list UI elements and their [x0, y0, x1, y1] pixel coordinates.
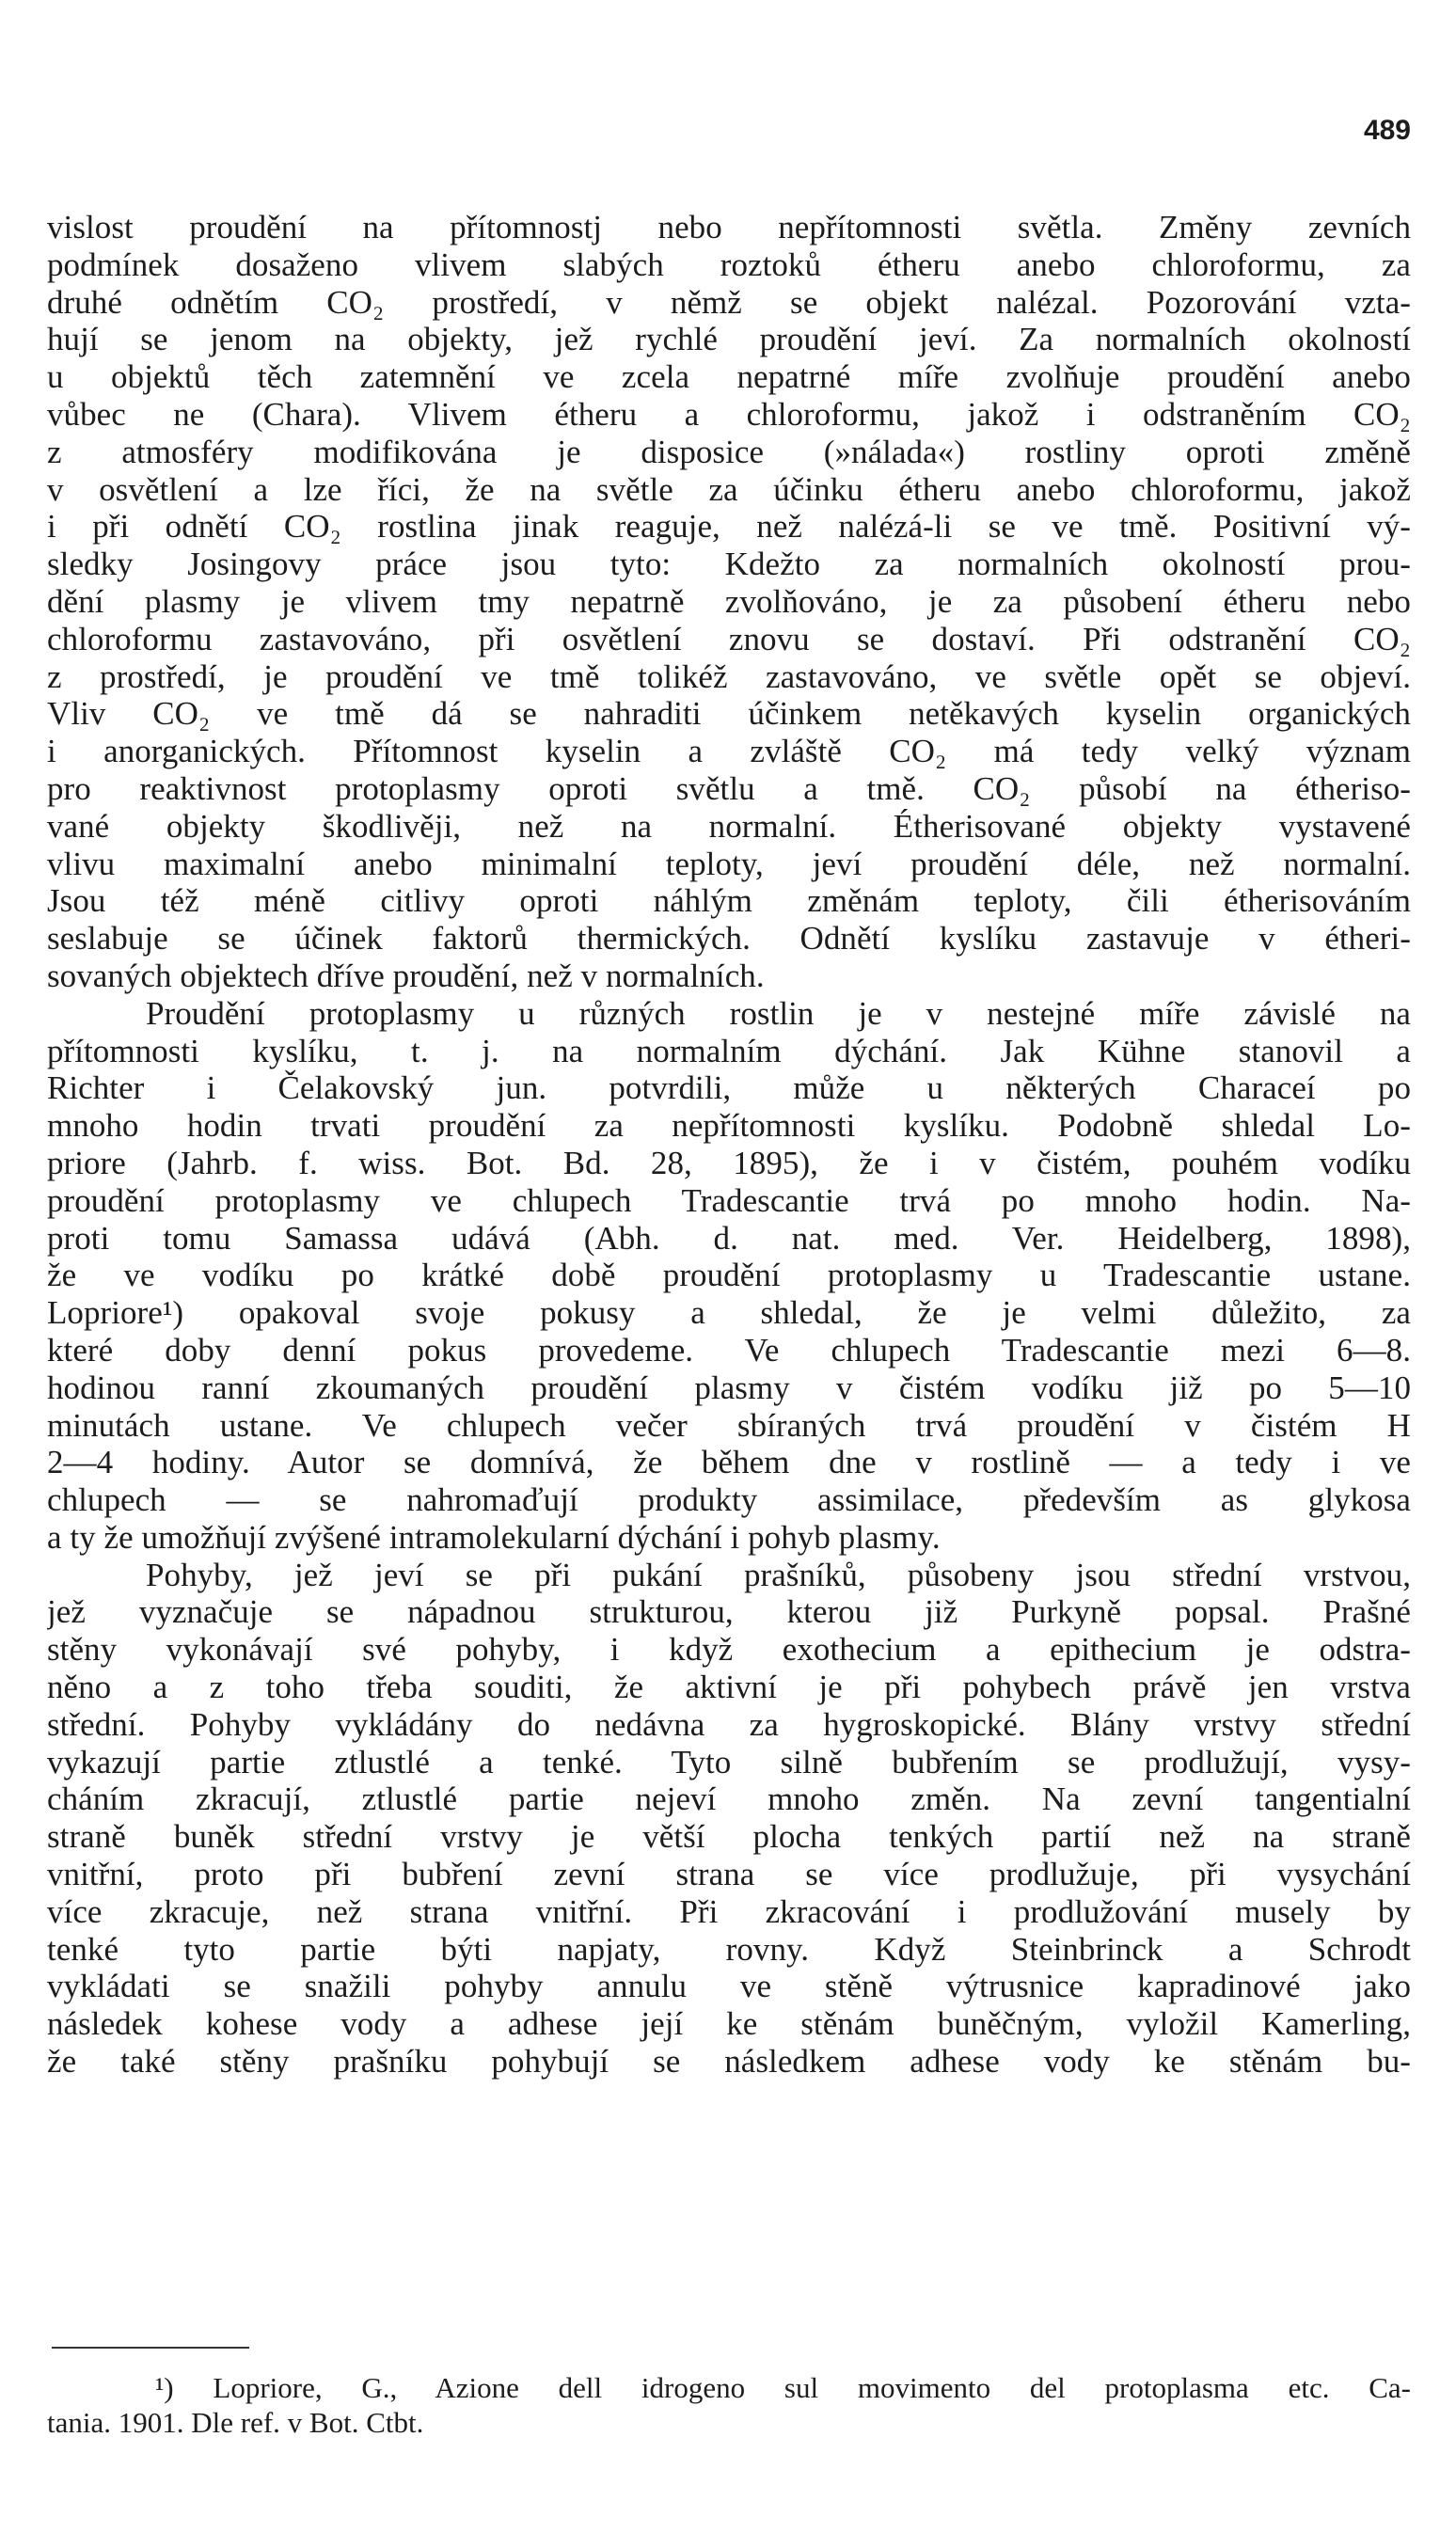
text-line: Lopriore¹) opakoval svoje pokusy a shledal, že je velmi důležito, za — [47, 1294, 1411, 1332]
text-line: cháním zkracují, ztlustlé partie nejeví mnoho změn. Na zevní tangentialní — [47, 1780, 1411, 1818]
text-line: 2—4 hodiny. Autor se domnívá, že během dne v rostlině — a tedy i ve — [47, 1444, 1411, 1481]
text-line: přítomnosti kyslíku, t. j. na normalním dýchání. Jak Kühne stanovil a — [47, 1032, 1411, 1069]
text-line: hují se jenom na objekty, jež rychlé proudění jeví. Za normalních okolností — [47, 321, 1411, 358]
text-line: proti tomu Samassa udává (Abh. d. nat. med. Ver. Heidelberg, 1898), — [47, 1219, 1411, 1257]
text-line: priore (Jahrb. f. wiss. Bot. Bd. 28, 1895), že i v čistém, pouhém vodíku — [47, 1144, 1411, 1181]
text-line: chlupech — se nahromaďují produkty assimilace, především as glykosa — [47, 1481, 1411, 1519]
text-line: druhé odnětím CO₂ prostředí, v němž se objekt nalézal. Pozorování vzta- — [47, 283, 1411, 321]
body-text — [47, 209, 1411, 2081]
text-line: tenké tyto partie býti napjaty, rovny. Když Steinbrinck a Schrodt — [47, 1930, 1411, 1968]
text-line: něno a z toho třeba souditi, že aktivní je při pohybech právě jen vrstva — [47, 1669, 1411, 1706]
text-line: vislost proudění na přítomnostj nebo nepřítomnosti světla. Změny zevních — [47, 209, 1411, 245]
footnote-line: tania. 1901. Dle ref. v Bot. Ctbt. — [47, 2406, 424, 2439]
text-line: pro reaktivnost protoplasmy oproti světlu a tmě. CO₂ působí na étheriso- — [47, 769, 1411, 807]
text-line: v osvětlení a lze říci, že na světle za účinku étheru anebo chloroformu, jakož — [47, 470, 1411, 508]
text-line: Vliv CO₂ ve tmě dá se nahraditi účinkem netěkavých kyselin organických — [47, 695, 1411, 733]
text-line: mnoho hodin trvati proudění za nepřítomnosti kyslíku. Podobně shledal Lo- — [47, 1107, 1411, 1145]
footnote — [47, 2370, 1411, 2440]
text-line: vané objekty škodlivěji, než na normalní. Étherisované objekty vystavené — [47, 807, 1411, 845]
text-line: sledky Josingovy práce jsou tyto: Kdežto za normalních okolností prou- — [47, 546, 1411, 583]
text-line: z prostředí, je proudění ve tmě tolikéž zastavováno, ve světle opět se objeví. — [47, 657, 1411, 695]
text-line: z atmosféry modifikována je disposice (»nálada«) rostliny oproti změně — [47, 433, 1411, 470]
text-line: Jsou též méně citlivy oproti náhlým změnám teploty, čili étherisováním — [47, 882, 1411, 920]
text-line: seslabuje se účinek faktorů thermických. Odnětí kyslíku zastavuje v étheri- — [47, 920, 1411, 957]
text-line: straně buněk střední vrstvy je větší plocha tenkých partií než na straně — [47, 1818, 1411, 1856]
text-line: chloroformu zastavováno, při osvětlení znovu se dostaví. Při odstranění CO₂ — [47, 620, 1411, 657]
text-line: stěny vykonávají své pohyby, i když exothecium a epithecium je odstra- — [47, 1631, 1411, 1669]
text-line: Richter i Čelakovský jun. potvrdili, může u některých Characeí po — [47, 1069, 1411, 1107]
footnote-divider — [52, 2347, 249, 2349]
text-line: vnitřní, proto při bubření zevní strana se více prodlužuje, při vysychání — [47, 1856, 1411, 1893]
text-line: proudění protoplasmy ve chlupech Tradescantie trvá po mnoho hodin. Na- — [47, 1181, 1411, 1219]
text-line: minutách ustane. Ve chlupech večer sbíraných trvá proudění v čistém H — [47, 1406, 1411, 1444]
text-line: že také stěny prašníku pohybují se následkem adhese vody ke stěnám bu- — [47, 2043, 1411, 2081]
text-line-paragraph-start: Pohyby, jež jeví se při pukání prašníků, působeny jsou střední vrstvou, — [146, 1556, 1411, 1593]
text-line: více zkracuje, než strana vnitřní. Při zkracování i prodlužování musely by — [47, 1892, 1411, 1930]
text-line: dění plasmy je vlivem tmy nepatrně zvolňováno, je za působení étheru nebo — [47, 582, 1411, 620]
text-line: jež vyznačuje se nápadnou strukturou, kterou již Purkyně popsal. Prašné — [47, 1593, 1411, 1631]
text-line: i při odnětí CO₂ rostlina jinak reaguje, než nalézá-li se ve tmě. Positivní vý- — [47, 508, 1411, 546]
text-line: vykládati se snažili pohyby annulu ve stěně výtrusnice kapradinové jako — [47, 1968, 1411, 2005]
text-line: u objektů těch zatemnění ve zcela nepatrné míře zvolňuje proudění anebo — [47, 358, 1411, 396]
text-line-paragraph-start: Proudění protoplasmy u různých rostlin je v nestejné míře závislé na — [146, 994, 1411, 1032]
text-line: které doby denní pokus provedeme. Ve chlupech Tradescantie mezi 6—8. — [47, 1331, 1411, 1369]
text-line: vůbec ne (Chara). Vlivem étheru a chloroformu, jakož i odstraněním CO₂ — [47, 395, 1411, 433]
text-line: vlivu maximalní anebo minimalní teploty, jeví proudění déle, než normalní. — [47, 845, 1411, 882]
text-line: střední. Pohyby vykládány do nedávna za hygroskopické. Blány vrstvy střední — [47, 1705, 1411, 1743]
text-line: hodinou ranní zkoumaných proudění plasmy v čistém vodíku již po 5—10 — [47, 1369, 1411, 1406]
text-line: i anorganických. Přítomnost kyselin a zvláště CO₂ má tedy velký význam — [47, 733, 1411, 770]
text-line-paragraph-end: sovaných objektech dříve proudění, než v normalních. — [47, 957, 765, 994]
footnote-line: ¹) Lopriore, G., Azione dell idrogeno sul movimento del protoplasma etc. Ca- — [155, 2371, 1411, 2404]
text-line: následek kohese vody a adhese její ke stěnám buněčným, vyložil Kamerling, — [47, 2005, 1411, 2043]
page-number: 489 — [1363, 115, 1411, 146]
text-line-paragraph-end: a ty že umožňují zvýšené intramolekularní dýchání i pohyb plasmy. — [47, 1518, 941, 1556]
text-line: podmínek dosaženo vlivem slabých roztoků étheru anebo chloroformu, za — [47, 245, 1411, 283]
text-line: vykazují partie ztlustlé a tenké. Tyto silně bubřením se prodlužují, vysy- — [47, 1743, 1411, 1780]
text-line: že ve vodíku po krátké době proudění protoplasmy u Tradescantie ustane. — [47, 1257, 1411, 1294]
